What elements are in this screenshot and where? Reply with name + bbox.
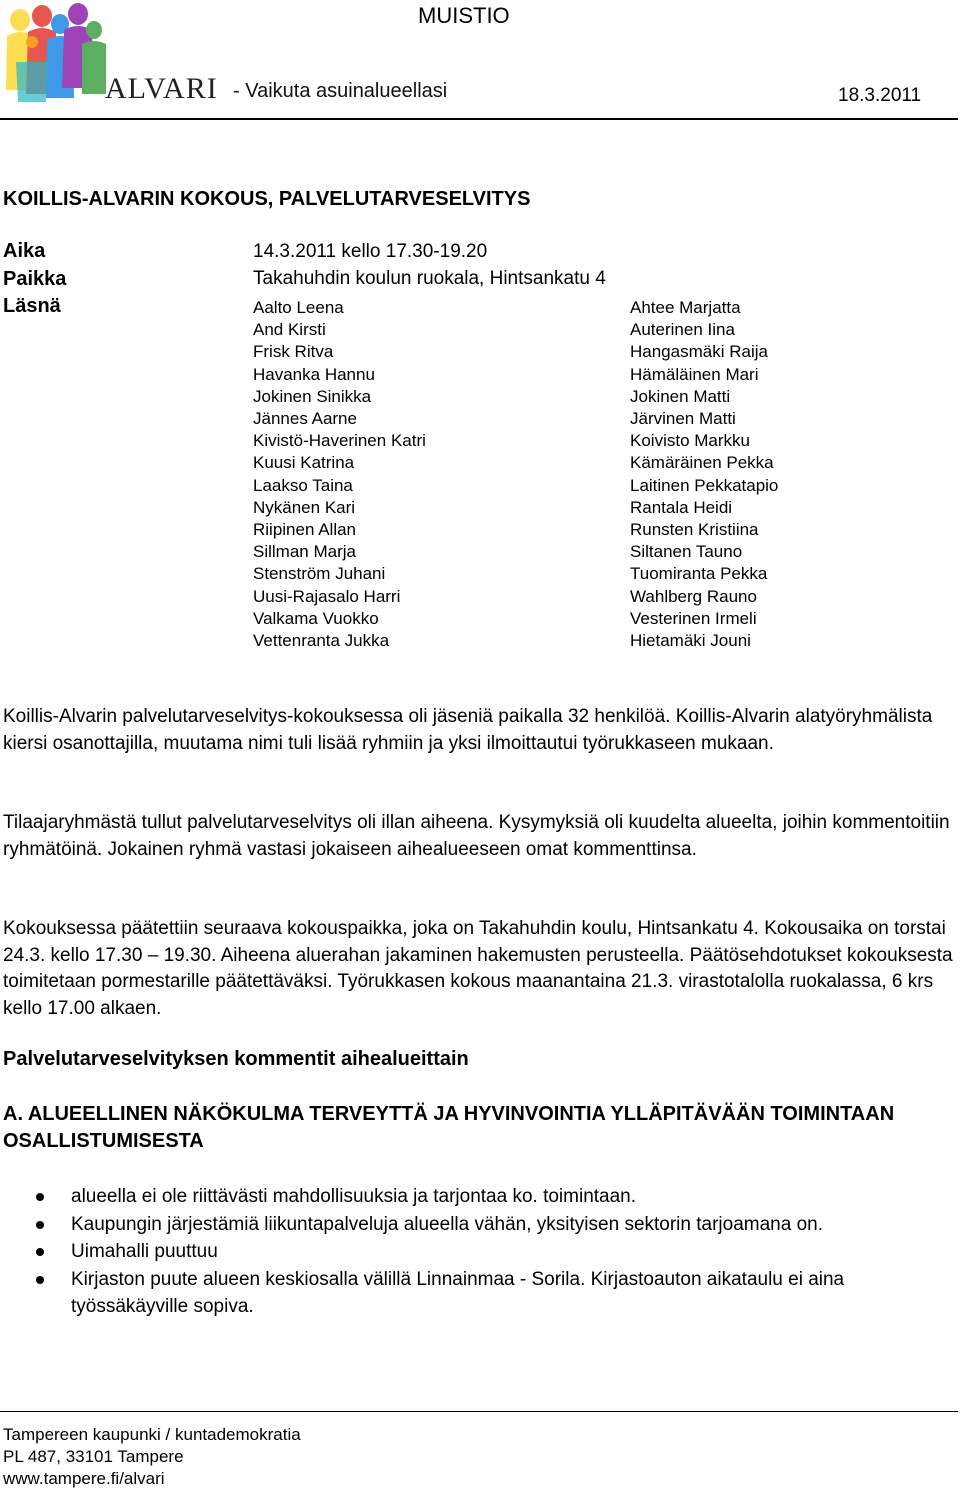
paragraph-next-meeting: Kokouksessa päätettiin seuraava kokouspaikka, joka on Takahuhdin koulu, Hintsankatu 4. Kokousaika on torstai 24.3. kello 17.30 – 19.30. Aiheena aluerahan jakaminen hakemusten perusteella. Päätösehdotukset kokouksesta toimitetaan pormestarille päätettäväksi. Työrukkasen kokous maanantaina 21.3. virastotalolla ruokalassa, 6 krs kello 17.00 alkaen. xyxy=(3,918,953,1020)
attendee-name: Siltanen Tauno xyxy=(630,542,743,562)
attendee-name: Sillman Marja xyxy=(253,542,356,562)
attendee-name: Kuusi Katrina xyxy=(253,453,355,473)
attendee-list-right xyxy=(630,297,778,652)
attendee-name: Laakso Taina xyxy=(253,475,353,495)
list-item-text: Uimahalli puuttuu xyxy=(71,1241,218,1262)
attendee-name: Vesterinen Irmeli xyxy=(630,608,757,628)
attendee-name: Kivistö-Haverinen Katri xyxy=(253,431,426,451)
place-value: Takahuhdin koulun ruokala, Hintsankatu 4 xyxy=(253,268,606,289)
attendee-name: Runsten Kristiina xyxy=(630,520,759,540)
bullet-icon xyxy=(36,1248,44,1256)
list-item-text: Kirjaston puute alueen keskiosalla välillä Linnainmaa - Sorila. Kirjastoauton aikataulu ei aina työssäkäyville sopiva. xyxy=(71,1268,845,1317)
header-date: 18.3.2011 xyxy=(838,85,922,106)
attendee-name: Wahlberg Rauno xyxy=(630,586,757,606)
attendee-name: Uusi-Rajasalo Harri xyxy=(253,586,401,606)
attendee-name: Riipinen Allan xyxy=(253,520,357,540)
attendee-name: Rantala Heidi xyxy=(630,497,733,517)
bullet-icon xyxy=(36,1276,44,1284)
attendee-name: Jännes Aarne xyxy=(253,409,357,429)
place-label: Paikka xyxy=(3,268,67,290)
time-value: 14.3.2011 kello 17.30-19.20 xyxy=(253,241,488,262)
attendee-name: Aalto Leena xyxy=(253,298,344,317)
attendee-name: Ahtee Marjatta xyxy=(630,298,741,317)
attendee-name: Jokinen Sinikka xyxy=(253,386,372,406)
attendee-name: Vettenranta Jukka xyxy=(253,631,390,651)
attendee-name: Laitinen Pekkatapio xyxy=(630,475,779,495)
attendee-name: Auterinen Iina xyxy=(630,320,735,340)
footer xyxy=(3,1424,301,1490)
header-divider xyxy=(0,118,958,120)
paragraph-attendance: Koillis-Alvarin palvelutarveselvitys-kokouksessa oli jäseniä paikalla 32 henkilöä. Koillis-Alvarin alatyöryhmälista kiersi osanottajilla, muutama nimi tuli lisää ryhmiin ja yksi ilmoittautui työrukkaseen mukaan. xyxy=(3,706,933,754)
attendee-name: Frisk Ritva xyxy=(253,342,334,362)
list-item xyxy=(0,1238,958,1266)
footer-website-link[interactable]: www.tampere.fi/alvari xyxy=(3,1469,165,1488)
logo-tagline: - Vaikuta asuinalueellasi xyxy=(233,80,448,102)
list-item xyxy=(0,1183,958,1211)
memo-label: MUISTIO xyxy=(418,3,510,28)
logo-wordmark: ALVARI xyxy=(105,72,218,105)
document-title: KOILLIS-ALVARIN KOKOUS, PALVELUTARVESELVITYS xyxy=(3,188,531,210)
attendee-name: Tuomiranta Pekka xyxy=(630,564,768,584)
list-item-text: alueella ei ole riittävästi mahdollisuuksia ja tarjontaa ko. toimintaan. xyxy=(71,1186,637,1207)
bullet-icon xyxy=(36,1221,44,1229)
attendee-name: Hämäläinen Mari xyxy=(630,364,759,384)
attendee-name: Järvinen Matti xyxy=(630,409,736,429)
list-item xyxy=(0,1211,958,1239)
attendee-name: Valkama Vuokko xyxy=(253,608,379,628)
footer-address: PL 487, 33101 Tampere xyxy=(3,1447,184,1466)
time-label: Aika xyxy=(3,240,46,262)
footer-divider xyxy=(0,1411,958,1412)
section-heading: Palvelutarveselvityksen kommentit aihealueittain xyxy=(3,1048,469,1070)
attendee-name: Koivisto Markku xyxy=(630,431,750,451)
attendee-name: Hangasmäki Raija xyxy=(630,342,768,362)
list-item-text: Kaupungin järjestämiä liikuntapalveluja alueella vähän, yksityisen sektorin tarjoamana on. xyxy=(71,1213,823,1235)
list-item xyxy=(0,1266,958,1321)
attendee-name: Havanka Hannu xyxy=(253,364,375,384)
attendee-list-left xyxy=(253,297,426,652)
present-label: Läsnä xyxy=(3,295,61,317)
attendee-name: Stenström Juhani xyxy=(253,564,386,584)
paragraph-topic: Tilaajaryhmästä tullut palvelutarveselvitys oli illan aiheena. Kysymyksiä oli kuudelta alueelta, joihin kommentoitiin ryhmätöinä. Jokainen ryhmä vastasi jokaiseen aihealueeseen omat kommenttinsa. xyxy=(3,812,950,860)
attendee-name: And Kirsti xyxy=(253,320,326,340)
bullet-icon xyxy=(36,1193,44,1201)
comment-list xyxy=(0,1183,958,1321)
footer-organization: Tampereen kaupunki / kuntademokratia xyxy=(3,1425,301,1444)
attendee-name: Hietamäki Jouni xyxy=(630,631,751,651)
subsection-heading: A. ALUEELLINEN NÄKÖKULMA TERVEYTTÄ JA HYVINVOINTIA YLLÄPITÄVÄÄN TOIMINTAAN OSALLISTUMISESTA xyxy=(3,1103,895,1152)
attendee-name: Jokinen Matti xyxy=(630,386,731,406)
attendee-name: Kämäräinen Pekka xyxy=(630,453,774,473)
attendee-name: Nykänen Kari xyxy=(253,497,356,517)
